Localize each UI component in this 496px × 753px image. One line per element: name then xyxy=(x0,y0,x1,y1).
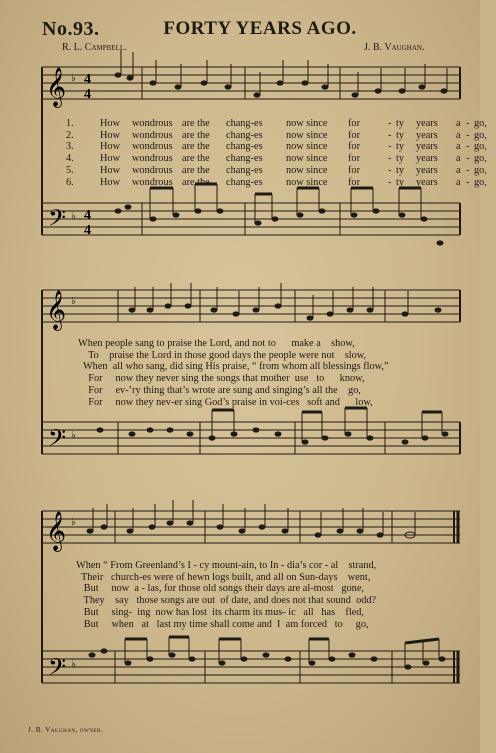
lyric-word: a xyxy=(456,118,461,129)
verse-line: To praise the Lord in those good days the people were not slow, xyxy=(78,349,367,361)
verse-line: When “ From Greenland’s I - cy mount-ain, to In - dia’s cor - al strand, xyxy=(76,560,377,571)
verse-number: 2. xyxy=(66,129,74,141)
lyric-word: go, xyxy=(474,176,487,188)
lyric-word: go, xyxy=(474,141,487,153)
verse-line xyxy=(66,177,496,189)
lyric-word: chang-es xyxy=(226,129,263,141)
lyric-word: How xyxy=(100,129,121,141)
lyric-word: - xyxy=(388,141,392,153)
lyric-word: are the xyxy=(182,153,210,165)
bass-clef-icon: 𝄢 xyxy=(48,424,67,457)
verse-line: When all who sang, did sing His praise, “ from whom all blessings flow,” xyxy=(78,361,389,373)
lyric-word: are the xyxy=(182,129,210,141)
lyric-word: ty xyxy=(396,153,405,165)
lyric-word: - xyxy=(466,141,470,153)
treble-clef-icon: 𝄞 xyxy=(46,511,67,551)
lyric-word: years xyxy=(416,118,438,129)
verse-line: When people sang to praise the Lord, and not to make a show, xyxy=(78,338,355,349)
lyric-word: - xyxy=(466,118,470,129)
verse-number: 5. xyxy=(66,164,74,176)
verse-line xyxy=(66,118,496,130)
lyric-word: years xyxy=(416,164,438,176)
lyric-word: - xyxy=(466,164,470,176)
lyric-word: a xyxy=(456,164,461,176)
svg-text:♭: ♭ xyxy=(71,211,76,222)
lyric-word: - xyxy=(388,176,392,188)
lyric-word: now since xyxy=(286,118,328,129)
lyric-word: go, xyxy=(474,164,487,176)
verse-line: But sing- ing now has lost its charm its mus- ic all has fled, xyxy=(76,606,365,618)
svg-text:♭: ♭ xyxy=(71,296,76,307)
treble-staff xyxy=(42,290,460,322)
lyric-word: - xyxy=(466,153,470,165)
lyric-word: How xyxy=(100,153,121,165)
hymn-title: FORTY YEARS AGO. xyxy=(163,18,357,39)
lyric-word: ty xyxy=(396,118,405,129)
lyric-word: wondrous xyxy=(132,164,173,176)
treble-staff xyxy=(42,67,460,99)
lyric-word: - xyxy=(388,118,392,129)
hymn-number: No.93. xyxy=(42,18,100,40)
lyric-word: wondrous xyxy=(132,153,173,165)
bass-clef-icon: 𝄢 xyxy=(48,204,67,237)
lyric-word: years xyxy=(416,129,438,141)
lyric-word: wondrous xyxy=(132,129,173,141)
verse-line: They say those songs are out of date, and does not that sound odd? xyxy=(76,595,377,607)
verse-line xyxy=(66,165,496,177)
verse-line xyxy=(66,141,496,153)
lyric-word: are the xyxy=(182,118,210,129)
bass-staff xyxy=(42,422,460,454)
lyric-word: - xyxy=(466,129,470,141)
lyric-word: now since xyxy=(286,141,328,153)
lyric-word: now since xyxy=(286,153,328,165)
verse-line: Their church-es were of hewn logs built, and all on Sun-days went, xyxy=(76,571,371,583)
verse-block-3 xyxy=(76,560,376,630)
lyric-word: How xyxy=(100,141,121,153)
lyric-word: - xyxy=(388,129,392,141)
time-signature: 4 xyxy=(84,72,91,87)
lyric-word: ty xyxy=(396,129,405,141)
lyric-word: for xyxy=(348,118,361,129)
lyric-word: ty xyxy=(396,141,405,153)
svg-text:♭: ♭ xyxy=(71,73,76,84)
verse-line xyxy=(66,153,496,165)
lyric-word: - xyxy=(388,153,392,165)
lyric-word: chang-es xyxy=(226,141,263,153)
bass-staff xyxy=(42,203,460,235)
lyricist-credit: R. L. Campbell. xyxy=(62,42,127,53)
svg-text:4: 4 xyxy=(84,223,91,238)
lyric-word: a xyxy=(456,176,461,188)
lyric-word: now since xyxy=(286,164,328,176)
lyric-word: chang-es xyxy=(226,164,263,176)
bass-staff xyxy=(42,651,460,683)
verse-number: 3. xyxy=(66,141,74,153)
lyric-word: How xyxy=(100,176,121,188)
lyric-word: wondrous xyxy=(132,141,173,153)
verse-number: 1. xyxy=(66,118,74,129)
svg-text:♭: ♭ xyxy=(71,517,76,528)
verse-number: 4. xyxy=(66,153,74,165)
lyric-word: for xyxy=(348,176,361,188)
lyric-word: for xyxy=(348,164,361,176)
composer-credit: J. B. Vaughan. xyxy=(364,42,425,53)
svg-text:4: 4 xyxy=(84,208,91,223)
lyric-word: How xyxy=(100,164,121,176)
verse-number: 6. xyxy=(66,176,74,188)
treble-clef-icon: 𝄞 xyxy=(46,290,67,330)
lyric-word: a xyxy=(456,129,461,141)
lyric-word: wondrous xyxy=(132,118,173,129)
lyric-word: ty xyxy=(396,176,405,188)
lyric-word: - xyxy=(466,176,470,188)
lyric-word: for xyxy=(348,141,361,153)
verse-line xyxy=(66,130,496,142)
verse-line: For now they nev-er sing God’s praise in voi-ces soft and low, xyxy=(78,396,373,408)
lyric-word: years xyxy=(416,141,438,153)
lyric-word: for xyxy=(348,153,361,165)
verse-line: For ev-’ry thing that’s wrote are sung and singing’s all the go, xyxy=(78,384,361,396)
lyric-word: a xyxy=(456,141,461,153)
svg-text:♭: ♭ xyxy=(71,659,76,670)
svg-text:♭: ♭ xyxy=(71,430,76,441)
lyric-word: a xyxy=(456,153,461,165)
verse-line: But now a - las, for those old songs their days are al-most gone, xyxy=(76,583,364,595)
lyric-word: chang-es xyxy=(226,176,263,188)
verse-line: For now they never sing the songs that mother use to know, xyxy=(78,373,365,385)
lyric-word: go, xyxy=(474,153,487,165)
lyric-word: - xyxy=(388,164,392,176)
lyric-word: years xyxy=(416,153,438,165)
verse-block-1 xyxy=(66,118,496,188)
lyric-word: chang-es xyxy=(226,153,263,165)
lyric-word: go, xyxy=(474,118,487,129)
svg-text:4: 4 xyxy=(84,87,91,102)
bass-clef-icon: 𝄢 xyxy=(48,653,67,686)
lyric-word: ty xyxy=(396,164,405,176)
lyric-word: now since xyxy=(286,176,328,188)
lyric-word: are the xyxy=(182,141,210,153)
lyric-word: are the xyxy=(182,176,210,188)
lyric-word: wondrous xyxy=(132,176,173,188)
lyric-word: go, xyxy=(474,129,487,141)
publisher-credit: J. B. Vaughan, owner. xyxy=(28,726,104,734)
lyric-word: for xyxy=(348,129,361,141)
lyric-word: How xyxy=(100,118,121,129)
lyric-word: chang-es xyxy=(226,118,263,129)
lyric-word: now since xyxy=(286,129,328,141)
verse-block-2 xyxy=(78,338,389,408)
verse-line: But when at last my time shall come and I am forced to go, xyxy=(76,618,369,630)
lyric-word: years xyxy=(416,176,438,188)
treble-clef-icon: 𝄞 xyxy=(46,67,67,107)
lyric-word: are the xyxy=(182,164,210,176)
